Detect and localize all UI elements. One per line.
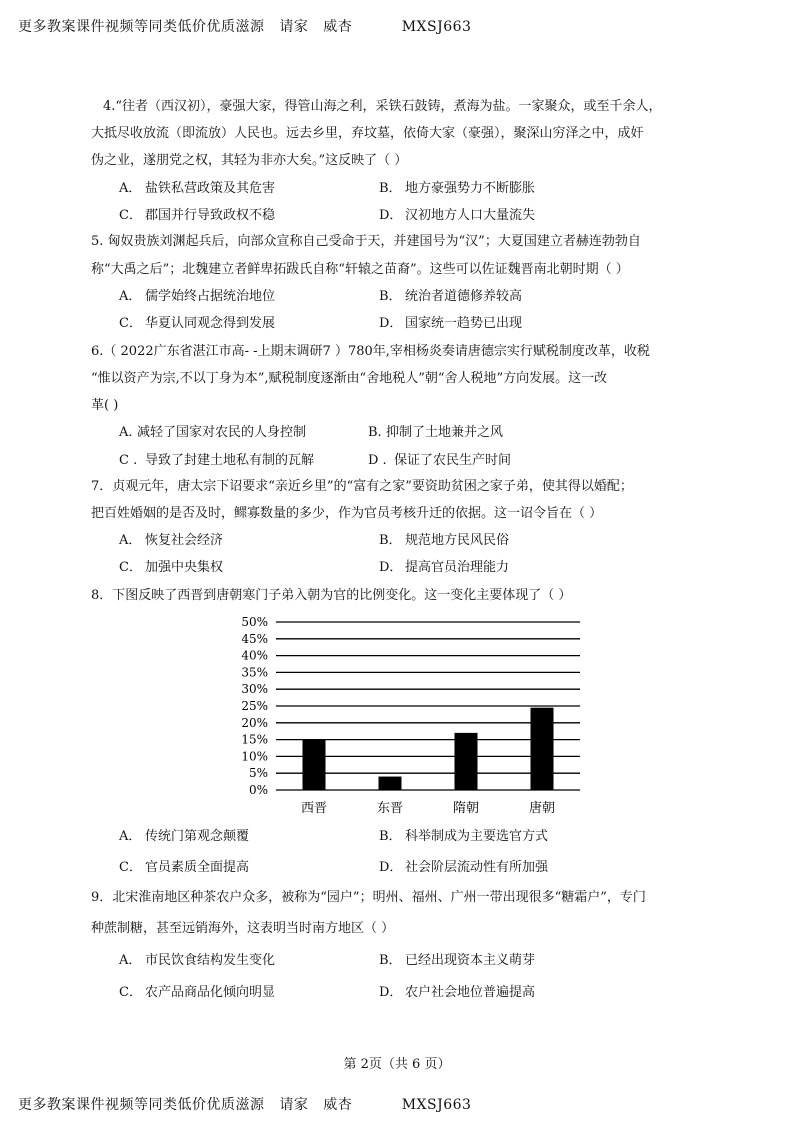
option-key: C． — [119, 316, 142, 331]
option-b — [379, 179, 535, 199]
option-text: 传统门第观念颠覆 — [145, 829, 250, 844]
option-text: 已经出现资本主义萌芽 — [405, 953, 536, 968]
option-a — [119, 423, 306, 443]
option-key: B． — [379, 953, 402, 968]
option-key: C . — [119, 453, 138, 468]
option-text: 社会阶层流动性有所加强 — [405, 860, 549, 875]
y-tick-label: 15% — [241, 732, 268, 747]
question-text-line: 种蔗制糖，甚至远销海外，这表明当时南方地区（ ） — [91, 921, 395, 936]
option-text: 恢复社会经济 — [145, 533, 224, 548]
question-text-line: 把百姓婚姻的是否及时，鳏寡数量的多少，作为官员考核升迁的依据。这一诏令旨在（ ） — [91, 506, 603, 521]
option-c — [119, 206, 275, 226]
y-tick-label: 10% — [241, 749, 268, 764]
question-text-line: 9．北宋淮南地区种茶农户众多，被称为“园户”；明州、福州、广州一带出现很多“糖霜户”，专门 — [91, 890, 646, 905]
option-key: C． — [119, 208, 142, 223]
option-text: 农户社会地位普遍提高 — [405, 985, 536, 1000]
option-key: B． — [379, 829, 402, 844]
option-text: 减轻了国家对农民的人身控制 — [137, 425, 307, 440]
option-b — [379, 287, 522, 307]
option-text: 加强中央集权 — [145, 560, 224, 575]
option-text: 郡国并行导致政权不稳 — [145, 208, 276, 223]
option-key: A． — [119, 289, 142, 304]
option-key: D． — [379, 560, 403, 575]
x-tick-label: 西晋 — [300, 801, 328, 816]
option-text: 市民饮食结构发生变化 — [145, 953, 276, 968]
option-text: 国家统一趋势已出现 — [405, 316, 523, 331]
question-text-line: 7．贞观元年，唐太宗下诏要求“亲近乡里”的“富有之家”要资助贫困之家子弟，使其得以婚配； — [91, 479, 633, 494]
option-b — [379, 531, 509, 551]
option-b — [368, 423, 503, 443]
option-d — [368, 451, 511, 471]
option-a — [119, 287, 275, 307]
x-tick-label: 隋朝 — [452, 801, 480, 816]
option-key: B． — [379, 533, 402, 548]
y-tick-label: 35% — [241, 665, 268, 680]
option-key: D． — [379, 860, 403, 875]
option-a — [119, 531, 223, 551]
y-tick-label: 25% — [241, 699, 268, 713]
option-c — [119, 983, 275, 1003]
question-text-line: 4.“往者（西汉初），豪强大家，得管山海之利，采铁石鼓铸，煮海为盐。一家聚众，或至千余人， — [103, 99, 662, 114]
question-text-line: 革( ) — [91, 398, 119, 413]
option-key: A． — [119, 533, 142, 548]
y-tick-label: 20% — [241, 715, 268, 730]
question-text-line: 伪之业，遂朋党之权，其轻为非亦大矣。”这反映了（ ） — [91, 153, 408, 168]
option-d — [379, 983, 535, 1003]
question-text-line: 5. 匈奴贵族刘渊起兵后，向部众宣称自己受命于天，并建国号为“汉”；大夏国建立者赫连勃勃自 — [91, 234, 641, 249]
y-tick-label: 30% — [241, 682, 268, 697]
option-text: 导致了封建土地私有制的瓦解 — [145, 453, 315, 468]
option-text: 规范地方民风民俗 — [405, 533, 510, 548]
option-text: 抑制了土地兼并之风 — [386, 425, 504, 440]
page-footer: 第 2页（共 6 页） — [343, 1057, 451, 1072]
bar — [455, 733, 478, 790]
option-text: 地方豪强势力不断膨胀 — [405, 181, 536, 196]
option-a — [119, 179, 275, 199]
question-text-line: 6.（ 2022广东省湛江市高- -上期末调研7 ）780年,宰相杨炎奏请唐德宗实行赋税制度改革，收税 — [91, 344, 650, 359]
y-tick-label: 40% — [241, 648, 268, 663]
option-text: 统治者道德修养较高 — [405, 289, 523, 304]
option-text: 提高官员治理能力 — [405, 560, 510, 575]
option-d — [379, 206, 535, 226]
y-tick-label: 45% — [241, 631, 268, 646]
top-banner: 更多教案课件视频等同类低价优质滋源 请家 威杏 MXSJ663 — [18, 19, 472, 35]
bar — [303, 740, 326, 790]
question-text-line: “惟以资产为宗,不以丁身为本”,赋税制度逐渐由“舍地税人”朝“舍人税地”方向发展。这一改 — [91, 371, 608, 386]
option-a — [119, 827, 249, 847]
question-text-line: 大抵尽收放流（即流放）人民也。远去乡里，弃坟墓，依倚大家（豪强），聚深山穷泽之中，成奸 — [91, 126, 644, 141]
chart-bars — [303, 708, 554, 790]
question-text-line: 称“大禹之后”；北魏建立者鲜卑拓跋氏自称“轩辕之苗裔”。这些可以佐证魏晋南北朝时期（ ） — [91, 262, 629, 277]
option-d — [379, 314, 522, 334]
option-c — [119, 558, 223, 578]
bar-chart — [230, 612, 590, 818]
option-d — [379, 858, 548, 878]
option-text: 保证了农民生产时间 — [394, 453, 512, 468]
option-key: A． — [119, 829, 142, 844]
option-text: 农产品商品化倾向明显 — [145, 985, 276, 1000]
bar — [531, 708, 554, 790]
option-key: D． — [379, 985, 403, 1000]
option-c — [119, 451, 314, 471]
question-text-line: 8．下图反映了西晋到唐朝寒门子弟入朝为官的比例变化。这一变化主要体现了（ ） — [91, 588, 572, 603]
option-key: C． — [119, 560, 142, 575]
chart-x-tick-labels — [301, 800, 555, 816]
y-tick-label: 0% — [248, 783, 268, 797]
option-key: D . — [368, 453, 387, 468]
option-key: B． — [379, 289, 402, 304]
option-key: C． — [119, 985, 142, 1000]
option-text: 儒学始终占据统治地位 — [145, 289, 276, 304]
option-c — [119, 314, 275, 334]
option-key: A． — [119, 953, 142, 968]
option-key: D． — [379, 208, 403, 223]
x-tick-label: 唐朝 — [528, 801, 556, 816]
option-text: 盐铁私营政策及其危害 — [145, 181, 276, 196]
bottom-banner: 更多教案课件视频等同类低价优质滋源 请家 威杏 MXSJ663 — [18, 1097, 472, 1113]
option-key: A． — [119, 181, 142, 196]
option-text: 汉初地方人口大量流失 — [405, 208, 536, 223]
option-text: 科举制成为主要选官方式 — [405, 829, 549, 844]
option-b — [379, 951, 535, 971]
option-text: 官员素质全面提高 — [145, 860, 250, 875]
x-tick-label: 东晋 — [376, 801, 404, 816]
option-d — [379, 558, 509, 578]
y-tick-label: 50% — [241, 615, 268, 629]
option-b — [379, 827, 548, 847]
option-key: D． — [379, 316, 403, 331]
option-text: 华夏认同观念得到发展 — [145, 316, 276, 331]
bar — [379, 777, 402, 790]
option-a — [119, 951, 275, 971]
option-key: A. — [119, 425, 133, 440]
option-key: B． — [379, 181, 402, 196]
option-key: B. — [368, 425, 382, 440]
y-tick-label: 5% — [248, 766, 268, 781]
chart-y-tick-labels — [241, 615, 268, 797]
option-c — [119, 858, 249, 878]
option-key: C． — [119, 860, 142, 875]
